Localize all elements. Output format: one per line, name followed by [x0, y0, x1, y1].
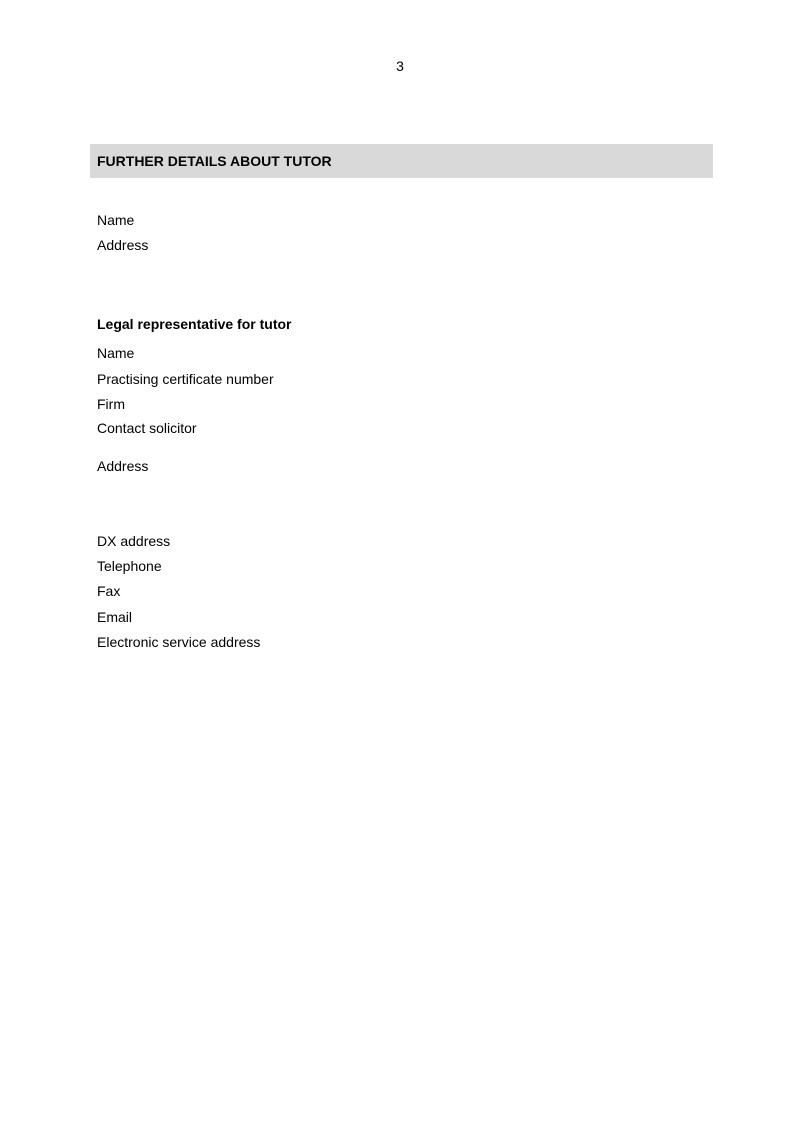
electronic-service-address-label: Electronic service address	[97, 634, 261, 650]
section-title: FURTHER DETAILS ABOUT TUTOR	[97, 153, 332, 169]
page-number: 3	[396, 58, 404, 74]
representative-name-label: Name	[97, 345, 135, 361]
legal-representative-heading: Legal representative for tutor	[97, 316, 292, 332]
email-label: Email	[97, 609, 133, 625]
practising-certificate-label: Practising certificate number	[97, 371, 274, 387]
fax-label: Fax	[97, 583, 121, 599]
telephone-label: Telephone	[97, 558, 162, 574]
tutor-address-label: Address	[97, 237, 149, 253]
firm-label: Firm	[97, 396, 125, 412]
section-header	[90, 144, 713, 178]
tutor-name-label: Name	[97, 212, 135, 228]
contact-solicitor-label: Contact solicitor	[97, 420, 197, 436]
representative-address-label: Address	[97, 458, 149, 474]
dx-address-label: DX address	[97, 533, 171, 549]
